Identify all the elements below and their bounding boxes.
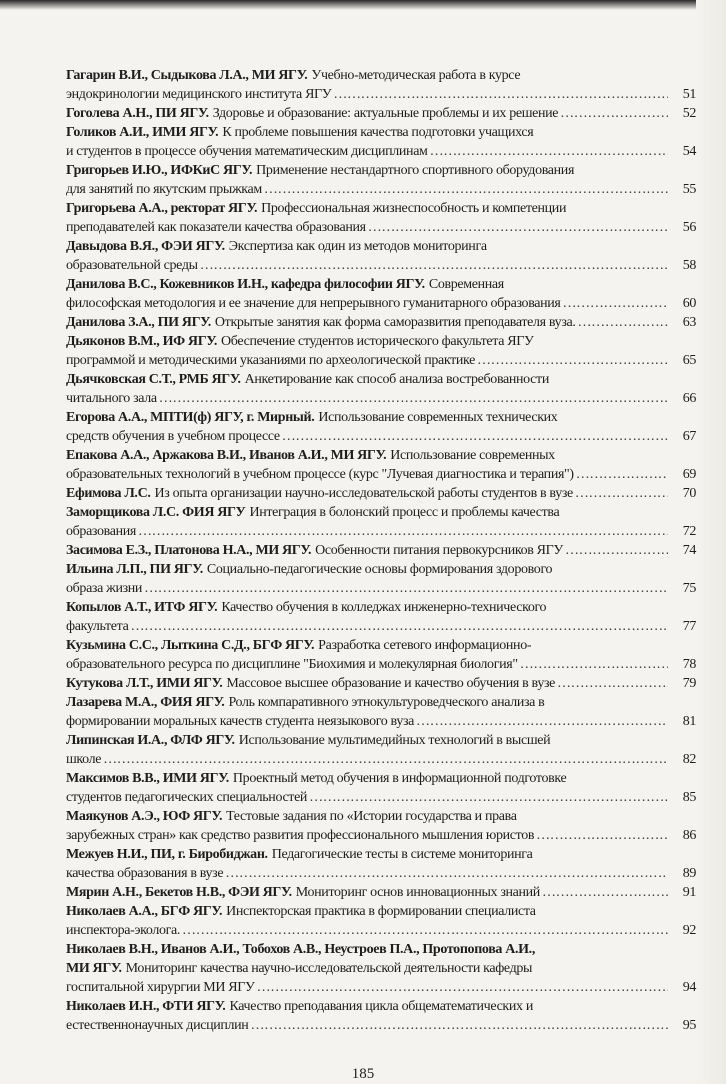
toc-line [66, 997, 696, 1016]
toc-entry[interactable] [66, 237, 696, 275]
toc-line [66, 1016, 696, 1035]
entry-page: 70 [682, 486, 696, 501]
entry-page: 63 [682, 315, 696, 330]
toc-line [66, 465, 696, 484]
toc-entry[interactable] [66, 123, 696, 161]
entry-title: формировании моральных качеств студента неязыкового вуза [66, 714, 415, 729]
toc-entry[interactable] [66, 275, 696, 313]
entry-title: Открытые занятия как форма саморазвития преподавателя вуза. [214, 315, 576, 330]
entry-title: студентов педагогических специальностей [66, 790, 308, 805]
toc-line [66, 883, 696, 902]
entry-title: Экспертиза как один из методов мониторинга [228, 239, 487, 254]
entry-title: средств обучения в учебном процессе [66, 429, 280, 444]
entry-page: 60 [682, 296, 696, 311]
toc-line [66, 579, 696, 598]
entry-page: 52 [682, 106, 696, 121]
toc-line [66, 275, 696, 294]
dot-leader [103, 750, 668, 769]
toc-line [66, 446, 696, 465]
toc-line [66, 674, 696, 693]
entry-author: Кутукова Л.Т., ИМИ ЯГУ. [66, 676, 223, 691]
entry-author: Ефимова Л.С. [66, 486, 151, 501]
entry-title: Здоровье и образование: актуальные проблемы и их решение [212, 106, 559, 121]
entry-title: Тестовые задания по «Истории государства и права [226, 809, 517, 824]
dot-leader [130, 617, 668, 636]
entry-title: эндокринологии медицинского института ЯГУ [66, 87, 332, 102]
entry-title: Мониторинг качества научно-исследовательской деятельности кафедры [125, 961, 533, 976]
toc-entry[interactable] [66, 199, 696, 237]
entry-author: МИ ЯГУ. [66, 961, 122, 976]
toc-line [66, 161, 696, 180]
toc-line [66, 351, 696, 370]
dot-leader [575, 484, 668, 503]
dot-leader [257, 978, 668, 997]
entry-page: 77 [682, 619, 696, 634]
entry-title: образовательного ресурса по дисциплине "Биохимия и молекулярная биология" [66, 657, 518, 672]
entry-title: зарубежных стран» как средство развития профессионального мышления юристов [66, 828, 535, 843]
dot-leader [560, 104, 668, 123]
entry-title: Разработка сетевого информационно- [318, 638, 532, 653]
toc-line [66, 104, 696, 123]
toc-entry[interactable] [66, 332, 696, 370]
table-of-contents [66, 66, 696, 1035]
entry-author: Егорова А.А., МПТИ(ф) ЯГУ, г. Мирный. [66, 410, 315, 425]
entry-title: естественнонаучных дисциплин [66, 1018, 249, 1033]
toc-entry[interactable] [66, 883, 696, 902]
page-number: 185 [351, 1066, 375, 1082]
dot-leader [416, 712, 668, 731]
entry-page: 58 [682, 258, 696, 273]
entry-title: Мониторинг основ инновационных знаний [295, 885, 540, 900]
entry-author: Данилова З.А., ПИ ЯГУ. [66, 315, 211, 330]
entry-title: программой и методическими указаниями по археологической практике [66, 353, 476, 368]
entry-author: Епакова А.А., Аржакова В.И., Иванов А.И., МИ ЯГУ. [66, 448, 387, 463]
dot-leader [309, 788, 668, 807]
entry-author: Николаев И.Н., ФТИ ЯГУ. [66, 999, 226, 1014]
entry-title: факультета [66, 619, 129, 634]
toc-line [66, 484, 696, 503]
entry-title: образовательной среды [66, 258, 198, 273]
toc-line [66, 332, 696, 351]
toc-line [66, 788, 696, 807]
toc-entry[interactable] [66, 446, 696, 484]
entry-title: Анкетирование как способ анализа востребованности [244, 372, 549, 387]
toc-line [66, 199, 696, 218]
entry-page: 55 [682, 182, 696, 197]
toc-line [66, 389, 696, 408]
entry-page: 51 [682, 87, 696, 102]
entry-title: Учебно-методическая работа в курсе [311, 68, 521, 83]
entry-title: качества образования в вузе [66, 866, 224, 881]
entry-page: 56 [682, 220, 696, 235]
entry-author: Григорьева А.А., ректорат ЯГУ. [66, 201, 258, 216]
toc-line [66, 731, 696, 750]
toc-entry[interactable] [66, 997, 696, 1035]
entry-title: Использование современных [390, 448, 555, 463]
toc-line [66, 959, 696, 978]
toc-line [66, 712, 696, 731]
entry-page: 79 [682, 676, 696, 691]
dot-leader [430, 142, 668, 161]
entry-title: Социально-педагогические основы формирования здорового [206, 562, 553, 577]
entry-title: Массовое высшее образование и качество обучения в вузе [226, 676, 556, 691]
entry-author: Кузьмина С.С., Лыткина С.Д., БГФ ЯГУ. [66, 638, 315, 653]
entry-title: образовательных технологий в учебном процессе (курс "Лучевая диагностика и терапия") [66, 467, 574, 482]
dot-leader [333, 85, 668, 104]
entry-title: Роль компаративного этнокультуроведческого анализа в [228, 695, 545, 710]
toc-line [66, 598, 696, 617]
toc-line [66, 560, 696, 579]
toc-line [66, 256, 696, 275]
toc-line [66, 978, 696, 997]
dot-leader [368, 218, 668, 237]
toc-line [66, 655, 696, 674]
entry-author: Липинская И.А., ФЛФ ЯГУ. [66, 733, 235, 748]
entry-page: 82 [682, 752, 696, 767]
dot-leader [578, 313, 668, 332]
entry-title: образования [66, 524, 136, 539]
entry-page: 86 [682, 828, 696, 843]
entry-title: философская методология и ее значение для непрерывного гуманитарного образования [66, 296, 561, 311]
toc-entry[interactable] [66, 731, 696, 769]
entry-author: Дьячковская С.Т., РМБ ЯГУ. [66, 372, 241, 387]
dot-leader [536, 826, 668, 845]
entry-title: Качество преподавания цикла общематематических и [229, 999, 533, 1014]
dot-leader [565, 541, 668, 560]
entry-page: 74 [682, 543, 696, 558]
toc-line [66, 636, 696, 655]
toc-line [66, 807, 696, 826]
toc-line [66, 66, 696, 85]
entry-author: Гоголева А.Н., ПИ ЯГУ. [66, 106, 209, 121]
entry-title: школе [66, 752, 102, 767]
toc-entry[interactable] [66, 807, 696, 845]
toc-line [66, 826, 696, 845]
toc-line [66, 864, 696, 883]
entry-author: Николаев В.Н., Иванов А.И., Тобохов А.В., Неустроев П.А., Протопопова А.И., [66, 942, 535, 957]
entry-page: 54 [682, 144, 696, 159]
toc-line [66, 541, 696, 560]
toc-entry[interactable] [66, 503, 696, 541]
toc-entry[interactable] [66, 769, 696, 807]
toc-entry[interactable] [66, 636, 696, 674]
entry-author: Максимов В.В., ИМИ ЯГУ. [66, 771, 229, 786]
entry-title: Из опыта организации научно-исследовательской работы студентов в вузе [154, 486, 573, 501]
page-bleed-through [696, 0, 726, 1084]
entry-author: Лазарева М.А., ФИЯ ЯГУ. [66, 695, 225, 710]
toc-line [66, 902, 696, 921]
dot-leader [250, 1016, 668, 1035]
entry-page: 75 [682, 581, 696, 596]
entry-title: читального зала [66, 391, 157, 406]
entry-author: Копылов А.Т., ИТФ ЯГУ. [66, 600, 218, 615]
entry-author: Маякунов А.Э., ЮФ ЯГУ. [66, 809, 223, 824]
entry-title: Использование мультимедийных технологий в высшей [238, 733, 551, 748]
toc-entry[interactable] [66, 902, 696, 940]
entry-page: 78 [682, 657, 696, 672]
entry-title: Использование современных технических [318, 410, 558, 425]
toc-line [66, 693, 696, 712]
entry-title: К проблеме повышения качества подготовки учащихся [222, 125, 534, 140]
entry-page: 67 [682, 429, 696, 444]
toc-entry[interactable] [66, 370, 696, 408]
toc-entry[interactable] [66, 693, 696, 731]
toc-line [66, 845, 696, 864]
entry-page: 89 [682, 866, 696, 881]
entry-author: Дьяконов В.М., ИФ ЯГУ. [66, 334, 218, 349]
entry-author: Данилова В.С., Кожевников И.Н., кафедра философии ЯГУ. [66, 277, 425, 292]
toc-line [66, 370, 696, 389]
entry-title: Инспекторская практика в формировании специалиста [226, 904, 536, 919]
entry-title: Применение нестандартного спортивного оборудования [256, 163, 575, 178]
dot-leader [576, 465, 668, 484]
entry-title: Интеграция в болонский процесс и проблемы качества [249, 505, 560, 520]
entry-page: 91 [682, 885, 696, 900]
entry-author: Давыдова В.Я., ФЭИ ЯГУ. [66, 239, 225, 254]
toc-entry[interactable] [66, 560, 696, 598]
entry-title: инспектора-эколога. [66, 923, 181, 938]
dot-leader [225, 864, 668, 883]
dot-leader [159, 389, 668, 408]
toc-line [66, 123, 696, 142]
entry-author: Засимова Е.З., Платонова Н.А., МИ ЯГУ. [66, 543, 312, 558]
scan-edge-shadow [0, 0, 726, 10]
entry-title: для занятий по якутским прыжкам [66, 182, 262, 197]
toc-line [66, 769, 696, 788]
entry-title: Особенности питания первокурсников ЯГУ [315, 543, 563, 558]
toc-entry[interactable] [66, 66, 696, 104]
toc-entry[interactable] [66, 313, 696, 332]
dot-leader [264, 180, 668, 199]
entry-page: 66 [682, 391, 696, 406]
toc-entry[interactable] [66, 598, 696, 636]
toc-line [66, 940, 696, 959]
toc-line [66, 218, 696, 237]
dot-leader [200, 256, 668, 275]
entry-page: 81 [682, 714, 696, 729]
dot-leader [477, 351, 668, 370]
entry-page: 69 [682, 467, 696, 482]
entry-page: 65 [682, 353, 696, 368]
dot-leader [282, 427, 668, 446]
entry-author: Мярин А.Н., Бекетов Н.В., ФЭИ ЯГУ. [66, 885, 292, 900]
entry-title: и студентов в процессе обучения математическим дисциплинам [66, 144, 428, 159]
toc-line [66, 180, 696, 199]
entry-title: образа жизни [66, 581, 143, 596]
toc-line [66, 522, 696, 541]
dot-leader [557, 674, 668, 693]
toc-entry[interactable] [66, 484, 696, 503]
toc-line [66, 294, 696, 313]
entry-title: Обеспечение студентов исторического факультета ЯГУ [221, 334, 534, 349]
entry-page: 94 [682, 980, 696, 995]
toc-line [66, 503, 696, 522]
entry-author: Голиков А.И., ИМИ ЯГУ. [66, 125, 219, 140]
toc-line [66, 142, 696, 161]
entry-author: Межуев Н.И., ПИ, г. Биробиджан. [66, 847, 268, 862]
toc-line [66, 427, 696, 446]
entry-title: Современная [428, 277, 504, 292]
entry-title: госпитальной хирургии МИ ЯГУ [66, 980, 255, 995]
dot-leader [520, 655, 668, 674]
toc-line [66, 237, 696, 256]
toc-line [66, 85, 696, 104]
toc-entry[interactable] [66, 104, 696, 123]
toc-line [66, 750, 696, 769]
toc-line [66, 408, 696, 427]
entry-title: Качество обучения в колледжах инженерно-технического [221, 600, 547, 615]
entry-title: Проектный метод обучения в информационной подготовке [232, 771, 567, 786]
entry-author: Григорьев И.Ю., ИФКиС ЯГУ. [66, 163, 253, 178]
entry-title: Педагогические тесты в системе мониторинга [271, 847, 533, 862]
entry-title: преподавателей как показатели качества образования [66, 220, 366, 235]
dot-leader [563, 294, 668, 313]
toc-line [66, 921, 696, 940]
toc-entry[interactable] [66, 541, 696, 560]
entry-page: 95 [682, 1018, 696, 1033]
dot-leader [138, 522, 668, 541]
entry-page: 92 [682, 923, 696, 938]
toc-line [66, 313, 696, 332]
toc-entry[interactable] [66, 940, 696, 997]
entry-author: Заморщикова Л.С. ФИЯ ЯГУ [66, 505, 246, 520]
toc-line [66, 617, 696, 636]
toc-entry[interactable] [66, 408, 696, 446]
dot-leader [182, 921, 668, 940]
dot-leader [542, 883, 668, 902]
toc-entry[interactable] [66, 845, 696, 883]
toc-entry[interactable] [66, 161, 696, 199]
dot-leader [144, 579, 668, 598]
toc-entry[interactable] [66, 674, 696, 693]
entry-author: Ильина Л.П., ПИ ЯГУ. [66, 562, 203, 577]
entry-author: Гагарин В.И., Сыдыкова Л.А., МИ ЯГУ. [66, 68, 308, 83]
entry-author: Николаев А.А., БГФ ЯГУ. [66, 904, 223, 919]
entry-title: Профессиональная жизнеспособность и компетенции [261, 201, 567, 216]
entry-page: 72 [682, 524, 696, 539]
entry-page: 85 [682, 790, 696, 805]
